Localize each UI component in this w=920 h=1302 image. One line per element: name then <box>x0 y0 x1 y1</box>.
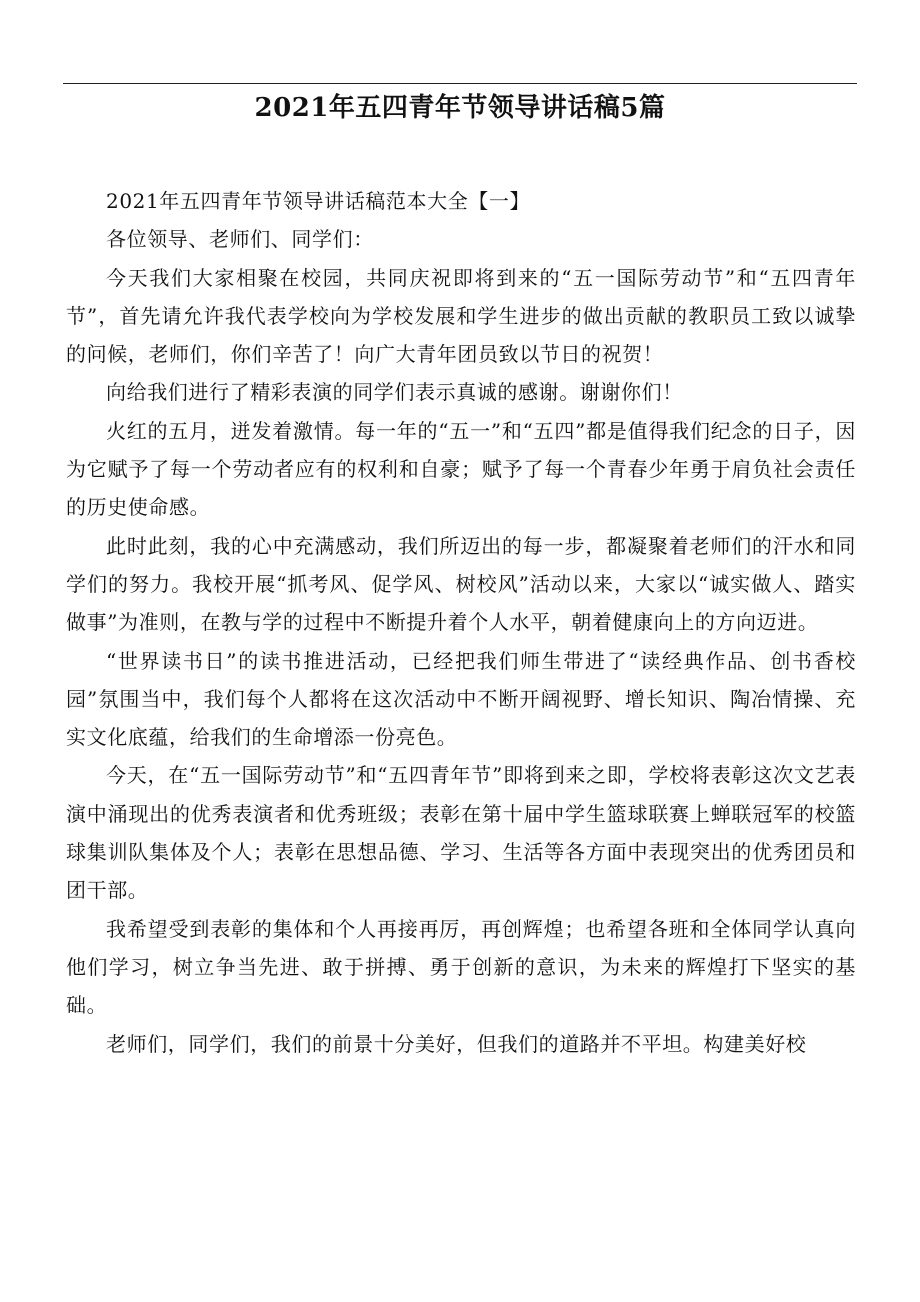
body-paragraph: 老师们，同学们，我们的前景十分美好，但我们的道路并不平坦。构建美好校 <box>106 1031 807 1056</box>
document-title: 2021年五四青年节领导讲话稿5篇 <box>254 93 666 123</box>
body-paragraph: 我希望受到表彰的集体和个人再接再厉，再创辉煌；也希望各班和全体同学认真向他们学习，树立争当先进、敢于拼搏、勇于创新的意识，为未来的辉煌打下坚实的基础。 <box>66 916 856 1018</box>
body-paragraph: 火红的五月，迸发着激情。每一年的“五一”和“五四”都是值得我们纪念的日子，因为它赋予了每一个劳动者应有的权利和自豪；赋予了每一个青春少年勇于肩负社会责任的历史使命感。 <box>66 418 856 520</box>
body-paragraph: 向给我们进行了精彩表演的同学们表示真诚的感谢。谢谢你们！ <box>106 380 683 405</box>
greeting-line: 各位领导、老师们、同学们： <box>106 227 374 252</box>
section-heading: 2021年五四青年节领导讲话稿范本大全【一】 <box>106 189 531 213</box>
body-paragraph: 此时此刻，我的心中充满感动，我们所迈出的每一步，都凝聚着老师们的汗水和同学们的努力。我校开展“抓考风、促学风、树校风”活动以来，大家以“诚实做人、踏实做事”为准则，在教与学的过程中不断提升着个人水平，朝着健康向上的方向迈进。 <box>66 533 856 635</box>
body-paragraph: 今天我们大家相聚在校园，共同庆祝即将到来的“五一国际劳动节”和“五四青年节”，首先请允许我代表学校向为学校发展和学生进步的做出贡献的教职员工致以诚挚的问候，老师们，你们辛苦了！向广大青年团员致以节日的祝贺！ <box>66 265 856 367</box>
document-body <box>66 182 856 1063</box>
header-rule <box>63 83 857 84</box>
body-paragraph: “世界读书日”的读书推进活动，已经把我们师生带进了“读经典作品、创书香校园”氛围当中，我们每个人都将在这次活动中不断开阔视野、增长知识、陶冶情操、充实文化底蕴，给我们的生命增添一份亮色。 <box>66 648 856 750</box>
body-paragraph: 今天，在“五一国际劳动节”和“五四青年节”即将到来之即，学校将表彰这次文艺表演中涌现出的优秀表演者和优秀班级；表彰在第十届中学生篮球联赛上蝉联冠军的校篮球集训队集体及个人；表彰在思想品德、学习、生活等各方面中表现突出的优秀团员和团干部。 <box>66 763 856 903</box>
